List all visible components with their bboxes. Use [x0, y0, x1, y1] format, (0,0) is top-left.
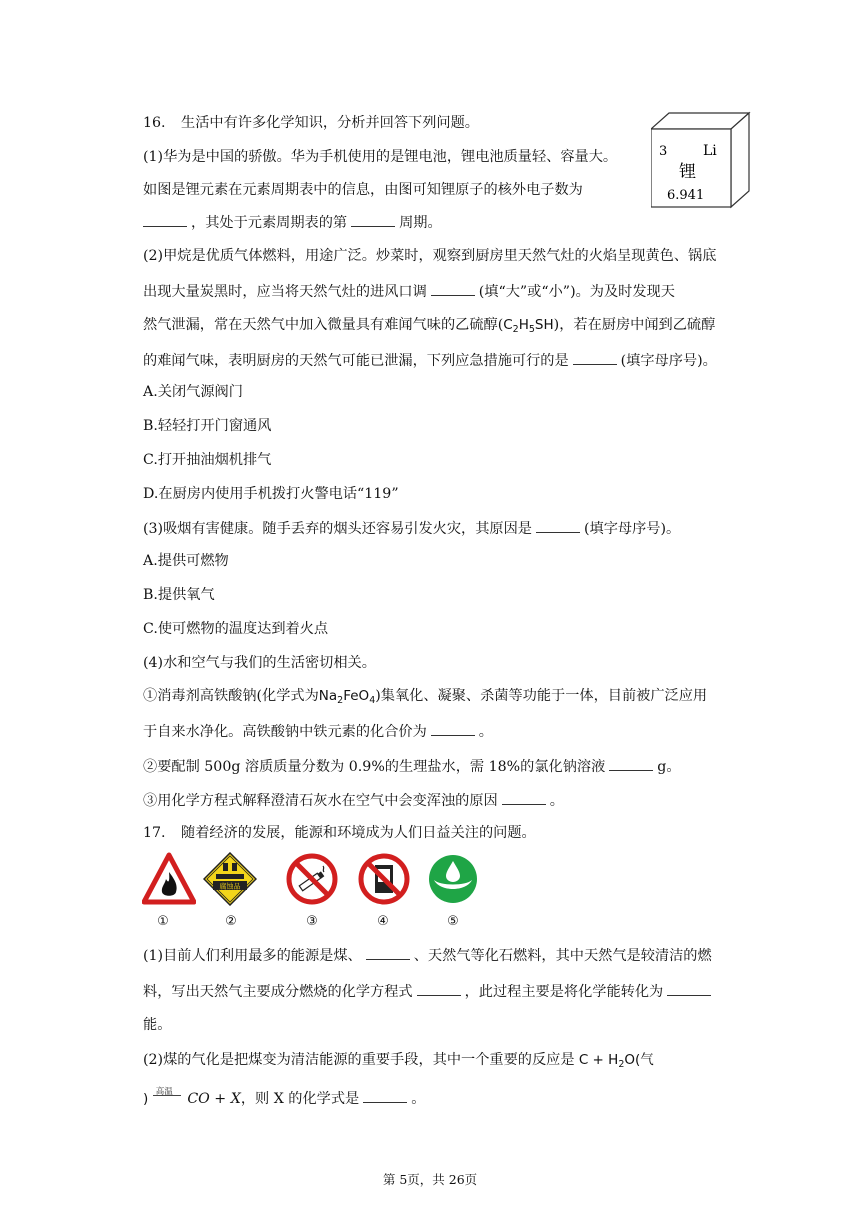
q16-part2-line3	[143, 315, 715, 335]
q16-part1-line1: (1)华为是中国的骄傲。华为手机使用的是锂电池，锂电池质量轻、容量大。	[143, 149, 618, 165]
q16-stem	[143, 113, 479, 133]
text: 、天然气等化石燃料，其中天然气是较清洁的燃	[413, 948, 712, 964]
reaction-reactants: $C + H_2O$(气	[574, 1052, 654, 1070]
text: 的难闻气味，表明厨房的天然气可能已泄漏，下列应急措施可行的是	[143, 353, 569, 369]
q16-part3	[143, 518, 680, 539]
text: (填字母序号)。	[583, 521, 681, 537]
text: ③用化学方程式解释澄清石灰水在空气中会变浑浊的原因	[143, 793, 498, 809]
corrosive-warning-icon	[203, 852, 257, 906]
answer-blank[interactable]	[609, 756, 653, 771]
element-name: 锂	[679, 162, 696, 182]
text: )集氧化、凝聚、杀菌等功能于一体，目前被广泛应用	[375, 688, 708, 704]
reaction-condition: 高温	[155, 1087, 173, 1097]
flammable-warning-icon	[142, 852, 196, 906]
q17-part2-line2	[143, 1086, 425, 1109]
text: 。	[411, 1091, 426, 1107]
q16-part2-line4	[143, 350, 717, 371]
q17-part1-line1	[143, 945, 712, 966]
sign-label: ④	[377, 914, 389, 929]
q16-part1-line2: 如图是锂元素在元素周期表中的信息，由图可知锂原子的核外电子数为	[143, 182, 583, 198]
q16-option-c: C.打开抽油烟机排气	[143, 452, 272, 468]
answer-blank[interactable]	[502, 790, 546, 805]
ethanethiol-formula: $C_2H_5SH$	[503, 317, 554, 335]
text: 然气泄漏，常在天然气中加入微量具有难闻气味的乙硫醇(	[143, 317, 504, 333]
text: ②要配制 500g 溶质质量分数为 0.9%的生理盐水，需 18%的氯化钠溶液	[143, 759, 606, 775]
text: (填“大”或“小”)。为及时发现天	[478, 284, 675, 300]
q16-part4: (4)水和空气与我们的生活密切相关。	[143, 655, 376, 671]
text: 料，写出天然气主要成分燃烧的化学方程式	[143, 984, 413, 1000]
answer-blank[interactable]	[417, 981, 461, 996]
lithium-element-card	[651, 111, 751, 211]
text: (2)煤的气化是把煤变为清洁能源的重要手段，其中一个重要的反应是	[143, 1052, 575, 1068]
q17-stem-text: 随着经济的发展，能源和环境成为人们日益关注的问题。	[181, 825, 536, 841]
q16-part3-option-a: A.提供可燃物	[143, 553, 229, 569]
q16-option-d: D.在厨房内使用手机拨打火警电话“119”	[143, 486, 399, 502]
q16-part2-line2	[143, 281, 675, 302]
sodium-ferrate-formula: $Na_2FeO_4$	[318, 688, 376, 706]
text: (填字母序号)。	[620, 353, 717, 369]
answer-blank[interactable]	[351, 212, 395, 227]
atomic-mass: 6.941	[667, 188, 705, 203]
q16-part4-item1-line1	[143, 686, 707, 706]
sign-label: ②	[225, 914, 237, 929]
atomic-number: 3	[659, 144, 668, 159]
sign-label: ⑤	[447, 914, 459, 929]
text: 出现大量炭黑时，应当将天然气灶的进风口调	[143, 284, 427, 300]
text: 。	[549, 793, 564, 809]
reaction-arrow	[153, 1086, 183, 1106]
q16-part2-line1: (2)甲烷是优质气体燃料，用途广泛。炒菜时，观察到厨房里天然气灶的火焰呈现黄色、锅底	[143, 248, 717, 264]
q16-number: 16.	[143, 115, 166, 131]
water-saving-icon	[426, 852, 480, 906]
q16-option-b: B.轻轻打开门窗通风	[143, 418, 272, 434]
text: 。	[478, 724, 493, 740]
text: (3)吸烟有害健康。随手丢弃的烟头还容易引发火灾，其原因是	[143, 521, 532, 537]
answer-blank[interactable]	[431, 281, 475, 296]
q17-part2-line1	[143, 1050, 654, 1070]
answer-blank[interactable]	[366, 945, 410, 960]
text: g。	[657, 759, 681, 775]
text: (1)目前人们利用最多的能源是煤、	[143, 948, 362, 964]
answer-blank[interactable]	[143, 212, 187, 227]
q16-part3-option-c: C.使可燃物的温度达到着火点	[143, 621, 329, 637]
page-footer: 第 5页，共 26页	[382, 1172, 478, 1187]
answer-blank[interactable]	[573, 350, 617, 365]
q16-part3-option-b: B.提供氧气	[143, 587, 215, 603]
q16-part4-item2	[143, 756, 681, 777]
text: ①消毒剂高铁酸钠(化学式为	[143, 688, 319, 704]
q17-part1-line2	[143, 981, 715, 1002]
no-smoking-icon	[285, 852, 339, 906]
sign-label: ③	[306, 914, 318, 929]
q17-stem	[143, 823, 536, 843]
text: )，若在厨房中闻到乙硫醇	[553, 317, 716, 333]
element-symbol: Li	[703, 143, 717, 159]
reaction-products: CO + X	[187, 1091, 241, 1107]
answer-blank[interactable]	[536, 518, 580, 533]
reaction-close-paren: )	[143, 1091, 149, 1107]
q16-option-a: A.关闭气源阀门	[143, 384, 243, 400]
answer-blank[interactable]	[667, 981, 711, 996]
text: 周期。	[399, 215, 442, 231]
q17-part1-line3: 能。	[143, 1017, 172, 1033]
text: ，其处于元素周期表的第	[191, 215, 348, 231]
q16-part4-item1-line2	[143, 721, 493, 742]
answer-blank[interactable]	[363, 1088, 407, 1103]
text: ，此过程主要是将化学能转化为	[464, 984, 664, 1000]
q16-part4-item3	[143, 790, 564, 811]
prohibition-sign-icon	[357, 852, 411, 906]
text: 于自来水净化。高铁酸钠中铁元素的化合价为	[143, 724, 427, 740]
q17-number: 17.	[143, 825, 166, 841]
corrosive-label: 腐蚀品	[219, 882, 241, 891]
sign-label: ①	[157, 914, 169, 929]
q16-stem-text: 生活中有许多化学知识，分析并回答下列问题。	[181, 115, 479, 131]
q16-part1-line3	[143, 212, 442, 233]
answer-blank[interactable]	[431, 721, 475, 736]
text: ，则 X 的化学式是	[240, 1091, 360, 1107]
